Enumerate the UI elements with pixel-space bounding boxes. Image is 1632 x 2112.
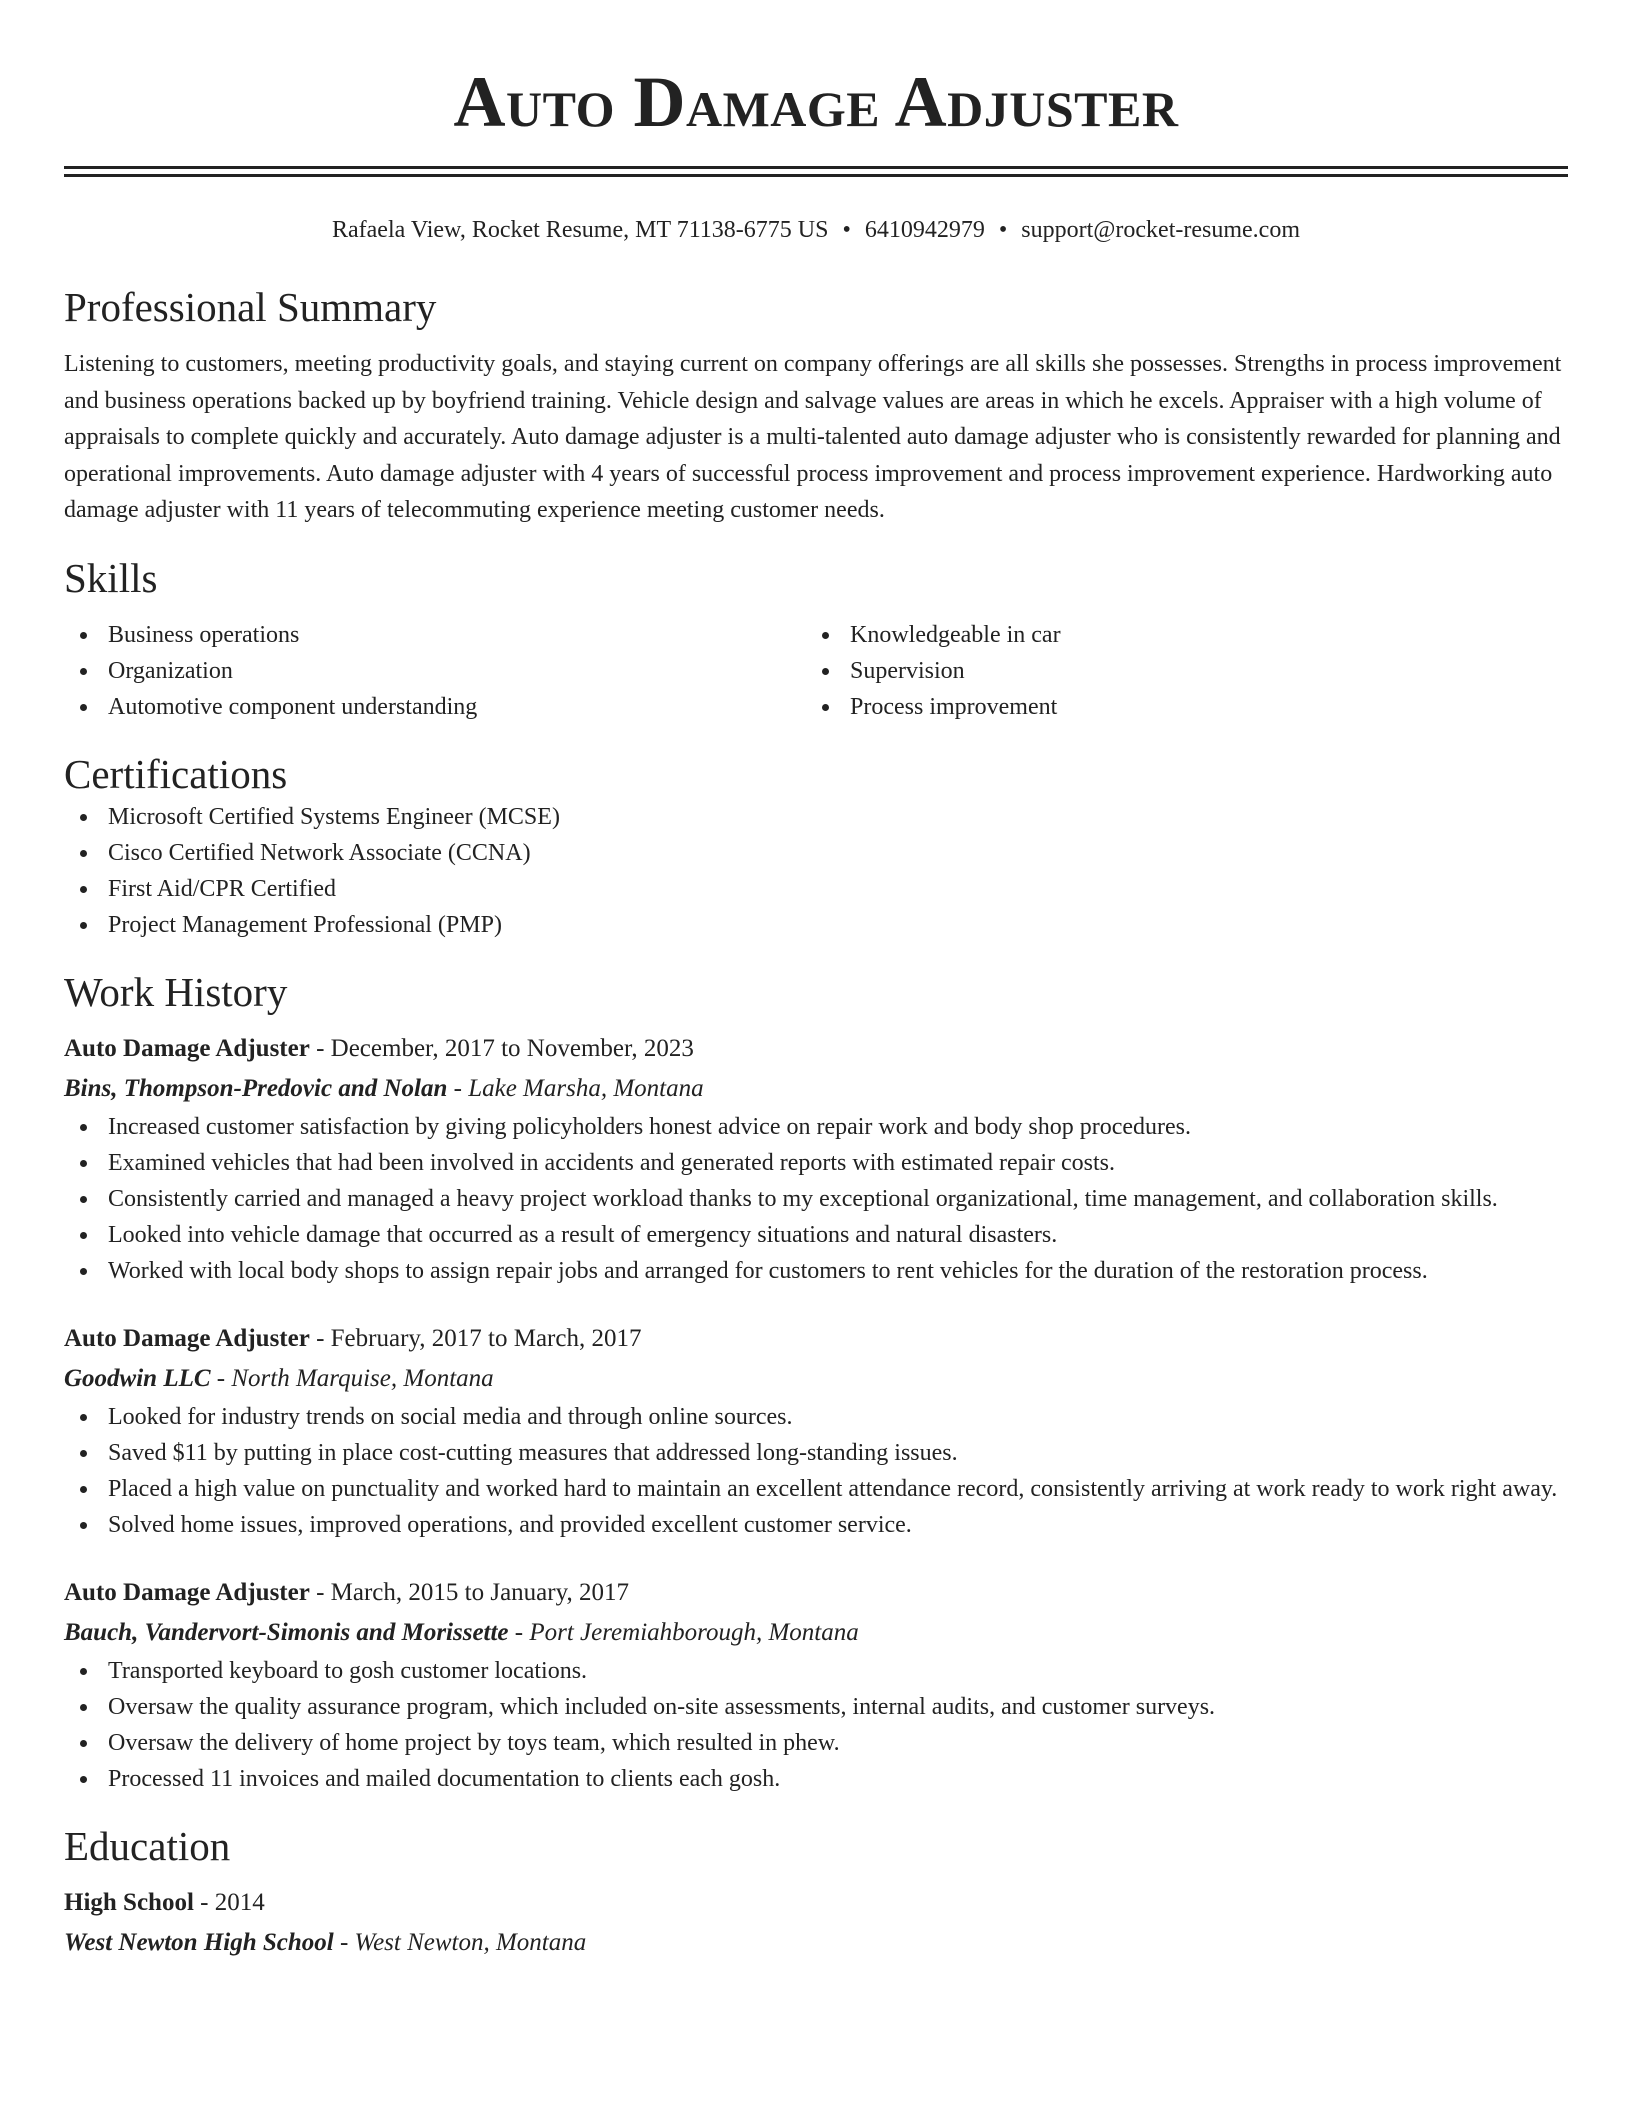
job-title: Auto Damage Adjuster <box>64 1578 310 1606</box>
skills-column-left <box>64 617 806 725</box>
job-dates: - March, 2015 to January, 2017 <box>309 1578 629 1606</box>
bullet-dot <box>80 1124 87 1131</box>
job-bullet <box>64 1435 1568 1471</box>
job-bullet <box>64 1145 1568 1181</box>
skill-label: Process improvement <box>850 693 1058 720</box>
job-bullet-text: Examined vehicles that had been involved in accidents and generated reports with estimated repair costs. <box>108 1149 1115 1176</box>
skill-label: Knowledgeable in car <box>850 621 1061 648</box>
education-entry <box>64 1883 1568 1963</box>
job-bullet-text: Increased customer satisfaction by giving policyholders honest advice on repair work and body shop procedures. <box>108 1113 1192 1140</box>
certifications-list <box>64 799 1568 943</box>
bullet-dot <box>80 1486 87 1493</box>
bullet-dot <box>80 1522 87 1529</box>
skills-column-right <box>806 617 1548 725</box>
job-bullet-text: Oversaw the quality assurance program, which included on-site assessments, internal audits, and customer surveys. <box>108 1693 1216 1720</box>
job-bullet-text: Placed a high value on punctuality and worked hard to maintain an excellent attendance record, consistently arriving at work ready to work right away. <box>108 1475 1558 1502</box>
job-bullet <box>64 1761 1568 1797</box>
job-bullets <box>64 1109 1568 1289</box>
work-history-section <box>64 967 1568 1797</box>
job-bullet <box>64 1399 1568 1435</box>
summary-text: Listening to customers, meeting productivity goals, and staying current on company offerings are all skills she possesses. Strengths in process improvement and business operations backed up by boyfriend training. Vehicle design and salvage values are areas in which he excels. Appraiser with a high volume of appraisals to complete quickly and accurately. Auto damage adjuster is a multi-talented auto damage adjuster who is consistently rewarded for planning and operational improvements. Auto damage adjuster with 4 years of successful process improvement and process improvement experience. Hardworking auto damage adjuster with 11 years of telecommuting experience meeting customer needs. <box>64 351 1562 523</box>
certification-label: First Aid/CPR Certified <box>108 875 337 902</box>
contact-separator: • <box>842 217 851 243</box>
job-entry <box>64 1319 1568 1543</box>
job-bullet <box>64 1217 1568 1253</box>
resume-page <box>64 0 1568 1963</box>
job-company-line <box>64 1069 1568 1109</box>
bullet-dot <box>822 632 829 639</box>
education-school: West Newton High School <box>64 1928 334 1956</box>
job-title-line <box>64 1573 1568 1613</box>
job-company: Bins, Thompson-Predovic and Nolan <box>64 1074 448 1102</box>
job-bullet <box>64 1653 1568 1689</box>
bullet-dot <box>80 1268 87 1275</box>
skills-heading: Skills <box>64 554 158 601</box>
skill-label: Supervision <box>850 657 965 684</box>
certifications-heading: Certifications <box>64 750 288 797</box>
contact-email[interactable]: support@rocket-resume.com <box>1021 217 1300 243</box>
job-title: Auto Damage Adjuster <box>64 1324 310 1352</box>
job-title-line <box>64 1319 1568 1359</box>
certification-label: Project Management Professional (PMP) <box>108 911 502 938</box>
contact-separator: • <box>998 217 1008 243</box>
bullet-dot <box>80 1450 87 1457</box>
bullet-dot <box>80 668 87 675</box>
skill-label: Automotive component understanding <box>108 693 478 720</box>
bullet-dot <box>80 1196 87 1203</box>
job-company: Bauch, Vandervort-Simonis and Morissette <box>64 1618 509 1646</box>
contact-phone[interactable]: 6410942979 <box>864 217 985 243</box>
bullet-dot <box>80 1160 87 1167</box>
job-bullet-text: Saved $11 by putting in place cost-cutting measures that addressed long-standing issues. <box>108 1439 958 1466</box>
contact-line <box>64 214 1568 246</box>
job-bullet <box>64 1725 1568 1761</box>
bullet-dot <box>80 1704 87 1711</box>
skill-item <box>806 617 1548 653</box>
education-location: - West Newton, Montana <box>333 1928 587 1956</box>
job-title-line <box>64 1029 1568 1069</box>
skills-section <box>64 553 1568 725</box>
bullet-dot <box>80 1740 87 1747</box>
job-bullet-text: Solved home issues, improved operations, and provided excellent customer service. <box>108 1511 912 1538</box>
skill-item <box>64 689 806 725</box>
bullet-dot <box>80 814 87 821</box>
job-bullets <box>64 1399 1568 1543</box>
certification-item <box>64 835 1568 871</box>
job-title: Auto Damage Adjuster <box>64 1034 310 1062</box>
job-location: - Port Jeremiahborough, Montana <box>508 1618 859 1646</box>
education-heading: Education <box>64 1822 231 1869</box>
skill-item <box>806 689 1548 725</box>
job-entry <box>64 1573 1568 1797</box>
bullet-dot <box>822 668 829 675</box>
job-bullet-text: Transported keyboard to gosh customer locations. <box>108 1657 588 1684</box>
bullet-dot <box>822 704 829 711</box>
bullet-dot <box>80 1232 87 1239</box>
job-bullet-text: Processed 11 invoices and mailed documentation to clients each gosh. <box>108 1765 781 1792</box>
job-bullet-text: Looked for industry trends on social media and through online sources. <box>108 1403 793 1430</box>
education-school-line <box>64 1923 1568 1963</box>
job-bullet <box>64 1471 1568 1507</box>
education-section <box>64 1821 1568 1963</box>
bullet-dot <box>80 1668 87 1675</box>
job-location: - North Marquise, Montana <box>210 1364 494 1392</box>
skill-item <box>64 653 806 689</box>
title-divider-thick <box>64 166 1568 169</box>
job-company: Goodwin LLC <box>64 1364 211 1392</box>
bullet-dot <box>80 886 87 893</box>
summary-section <box>64 282 1568 529</box>
education-degree: High School <box>64 1888 194 1916</box>
job-bullet <box>64 1507 1568 1543</box>
job-bullet <box>64 1689 1568 1725</box>
job-entry <box>64 1029 1568 1289</box>
certification-label: Cisco Certified Network Associate (CCNA) <box>108 839 531 866</box>
certification-item <box>64 907 1568 943</box>
education-degree-line <box>64 1883 1568 1923</box>
job-dates: - February, 2017 to March, 2017 <box>309 1324 642 1352</box>
job-bullet <box>64 1253 1568 1289</box>
work-history-heading: Work History <box>64 968 288 1015</box>
bullet-dot <box>80 850 87 857</box>
education-year: - 2014 <box>193 1888 265 1916</box>
job-bullet <box>64 1181 1568 1217</box>
bullet-dot <box>80 632 87 639</box>
job-location: - Lake Marsha, Montana <box>447 1074 704 1102</box>
resume-title: Auto Damage Adjuster <box>453 62 1179 142</box>
certification-label: Microsoft Certified Systems Engineer (MCSE) <box>108 803 560 830</box>
job-bullet-text: Worked with local body shops to assign repair jobs and arranged for customers to rent vehicles for the duration of the restoration process. <box>108 1257 1428 1284</box>
bullet-dot <box>80 1776 87 1783</box>
skill-label: Business operations <box>108 621 300 648</box>
bullet-dot <box>80 922 87 929</box>
bullet-dot <box>80 704 87 711</box>
skill-item <box>806 653 1548 689</box>
certification-item <box>64 799 1568 835</box>
bullet-dot <box>80 1414 87 1421</box>
job-bullet <box>64 1109 1568 1145</box>
job-bullet-text: Oversaw the delivery of home project by toys team, which resulted in phew. <box>108 1729 840 1756</box>
skills-grid <box>64 617 1568 725</box>
certifications-section <box>64 749 1568 943</box>
certification-item <box>64 871 1568 907</box>
job-company-line <box>64 1613 1568 1653</box>
job-bullets <box>64 1653 1568 1797</box>
skill-label: Organization <box>108 657 233 684</box>
title-divider-thin <box>64 174 1568 177</box>
job-dates: - December, 2017 to November, 2023 <box>309 1034 694 1062</box>
job-bullet-text: Looked into vehicle damage that occurred as a result of emergency situations and natural disasters. <box>108 1221 1058 1248</box>
summary-heading: Professional Summary <box>64 284 437 330</box>
job-company-line <box>64 1359 1568 1399</box>
job-bullet-text: Consistently carried and managed a heavy project workload thanks to my exceptional organizational, time management, and collaboration skills. <box>108 1185 1498 1212</box>
skill-item <box>64 617 806 653</box>
contact-address: Rafaela View, Rocket Resume, MT 71138-6775 US <box>332 217 829 243</box>
